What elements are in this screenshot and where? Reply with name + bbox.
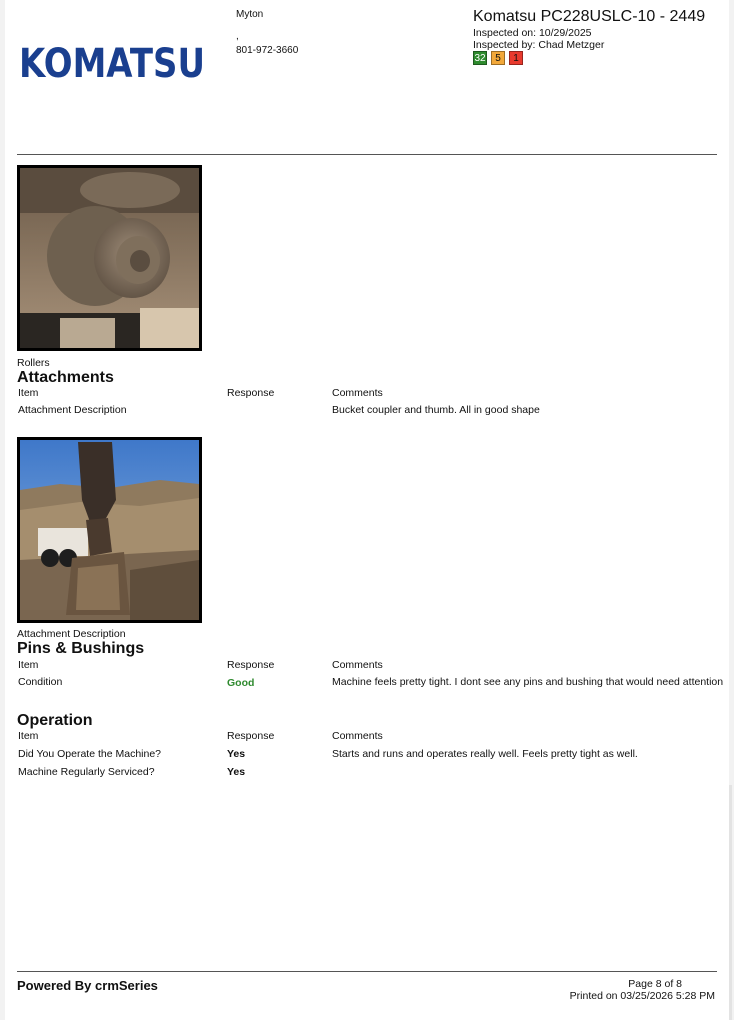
- dealer-phone: 801-972-3660: [236, 45, 299, 56]
- scrollbar[interactable]: [729, 785, 732, 1020]
- dealer-comma: ,: [236, 31, 239, 42]
- report-page: [5, 0, 729, 1020]
- printed-on: Printed on 03/25/2026 5:28 PM: [569, 990, 715, 1002]
- operation-row-1-response: Yes: [227, 748, 246, 760]
- operation-header-comments: Comments: [332, 730, 383, 742]
- operation-row-2-item: Machine Regularly Serviced?: [18, 766, 155, 778]
- warning-count-badge: 5: [491, 51, 505, 65]
- attachment-caption: Attachment Description: [17, 628, 126, 640]
- attachments-title: Attachments: [17, 369, 114, 386]
- logo-text: KOMATSU: [19, 41, 205, 87]
- inspected-on: Inspected on: 10/29/2025: [473, 27, 592, 39]
- attachments-row-item: Attachment Description: [18, 404, 127, 416]
- machine-title: Komatsu PC228USLC-10 - 2449: [473, 8, 706, 25]
- powered-by: Powered By crmSeries: [17, 978, 158, 993]
- operation-row-2-response: Yes: [227, 766, 246, 778]
- pins-header-item: Item: [18, 659, 39, 671]
- header-divider: [17, 154, 717, 155]
- page-number: Page 8 of 8: [628, 978, 682, 990]
- pins-row-item: Condition: [18, 676, 63, 688]
- komatsu-logo: [17, 40, 207, 87]
- pins-row-comments: Machine feels pretty tight. I dont see any pins and bushing that would need attention: [332, 676, 724, 688]
- pins-header-response: Response: [227, 659, 275, 671]
- footer-divider: [17, 971, 717, 972]
- pins-row-response: Good: [227, 677, 255, 689]
- pins-header-comments: Comments: [332, 659, 383, 671]
- operation-row-1-comments: Starts and runs and operates really well. Feels pretty tight as well.: [332, 748, 638, 760]
- dealer-city: Myton: [236, 9, 264, 20]
- rollers-caption: Rollers: [17, 357, 50, 369]
- operation-title: Operation: [17, 712, 93, 729]
- operation-header-item: Item: [18, 730, 39, 742]
- attachments-header-comments: Comments: [332, 387, 383, 399]
- fail-count-badge: 1: [509, 51, 523, 65]
- attachment-photo: [17, 437, 202, 623]
- attachments-row-comments: Bucket coupler and thumb. All in good shape: [332, 404, 540, 416]
- pins-bushings-title: Pins & Bushings: [17, 640, 145, 657]
- rollers-photo: [17, 165, 202, 351]
- pass-count-badge: 32: [474, 53, 486, 64]
- attachments-header-response: Response: [227, 387, 275, 399]
- attachments-header-item: Item: [18, 387, 39, 399]
- operation-header-response: Response: [227, 730, 275, 742]
- inspected-by: Inspected by: Chad Metzger: [473, 39, 605, 51]
- operation-row-1-item: Did You Operate the Machine?: [18, 748, 162, 760]
